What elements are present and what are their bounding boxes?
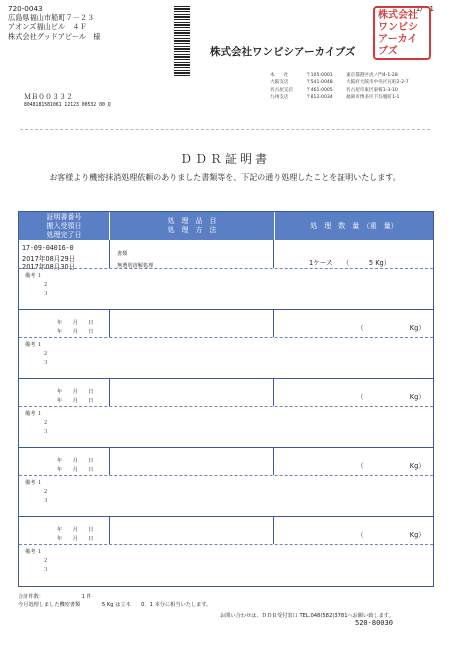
monthly-summary: 今月処理しました機密書類 5 Kg は立木 0．1 本分に相当いたします。 — [18, 602, 212, 608]
certification-statement: お客様より機密抹消処理依頼のありました書類等を、下記の通り処理したことを証明いたします。 — [49, 173, 401, 182]
office-row: 九州支店 〒812-0034 福岡市博多区下呉服町1-1 — [270, 94, 400, 100]
office-row: 本 社 〒105-0001 東京都港区虎ノ門4-1-28 — [270, 73, 398, 78]
office-row: 大阪支店 〒541-0048 大阪府大阪市中央区瓦町2-2-7 — [270, 80, 409, 86]
document-title: ＤＤＲ証明書 — [179, 152, 270, 166]
barcode-number: 8048181581061 12123 00532 00 Q — [24, 103, 111, 108]
header-cert-dates: 証明書番号 搬入受領日 処理完了日 — [19, 212, 110, 240]
table-entry — [19, 447, 433, 517]
received-date: 年 月 日 — [57, 527, 94, 533]
table-entry — [19, 378, 433, 448]
item-name: 書類 — [117, 251, 128, 257]
total-count: 合計件数： 1 件 — [18, 594, 92, 600]
recipient-address-line-1: 広島県福山市船町７－２３ — [8, 13, 95, 23]
remarks: 備考 １ ２ ３ — [25, 411, 49, 435]
completed-date: 2017年08月30日 — [22, 263, 76, 271]
cert-number: 17-09-04016-0 — [22, 244, 74, 252]
quantity-weight: 1ケース （ 5 Kg） — [309, 259, 391, 267]
footer-summary — [18, 593, 211, 609]
certificate-table — [18, 211, 434, 587]
divider — [20, 129, 430, 130]
company-name: 株式会社ワンビシアーカイブズ — [210, 46, 356, 58]
recipient-address-block — [8, 4, 100, 41]
remarks: 備考 １ ２ ３ — [25, 273, 49, 297]
remarks: 備考 １ ２ ３ — [25, 342, 49, 366]
company-seal-stamp: 株式会社 ワンビシ アーカイブズ — [373, 6, 431, 60]
process-method: 無選別溶解処理 — [117, 263, 154, 269]
quantity-weight: （ Kg） — [357, 531, 425, 539]
document-number: ＭＢ００３３２ — [24, 93, 73, 101]
header-item-method: 処 理 品 目 処 理 方 法 — [110, 212, 275, 240]
postal-barcode — [174, 6, 190, 76]
footer-code: 520-80030 — [355, 619, 393, 627]
recipient-zip: 720-0043 — [8, 4, 43, 13]
office-row: 名古屋支店 〒461-0005 名古屋市東区東桜1-3-10 — [270, 87, 398, 93]
completed-date: 年 月 日 — [57, 536, 94, 542]
completed-date: 年 月 日 — [57, 398, 94, 404]
table-header — [19, 212, 433, 240]
remarks: 備考 １ ２ ３ — [25, 549, 49, 573]
office-list — [270, 72, 409, 101]
received-date: 2017年08月29日 — [22, 255, 76, 263]
header-quantity: 処 理 数 量 （重 量） — [310, 221, 398, 230]
table-entry — [19, 309, 433, 379]
received-date: 年 月 日 — [57, 320, 94, 326]
contact-info: お問い合わせは、ＤＤＲ受付窓口 TEL.048(582)3781へお願い致します。 — [220, 613, 394, 619]
received-date: 年 月 日 — [57, 389, 94, 395]
table-entry — [19, 516, 433, 586]
quantity-weight: （ Kg） — [357, 324, 425, 332]
page-number: 1/ 1 — [415, 5, 434, 13]
recipient-name: 株式会社グッドアピール 様 — [8, 31, 101, 41]
quantity-weight: （ Kg） — [357, 393, 425, 401]
table-entry — [19, 240, 433, 310]
remarks: 備考 １ ２ ３ — [25, 480, 49, 504]
completed-date: 年 月 日 — [57, 467, 94, 473]
recipient-address-line-2: アオンズ福山ビル ４Ｆ — [8, 22, 87, 32]
quantity-weight: （ Kg） — [357, 462, 425, 470]
completed-date: 年 月 日 — [57, 329, 94, 335]
received-date: 年 月 日 — [57, 458, 94, 464]
